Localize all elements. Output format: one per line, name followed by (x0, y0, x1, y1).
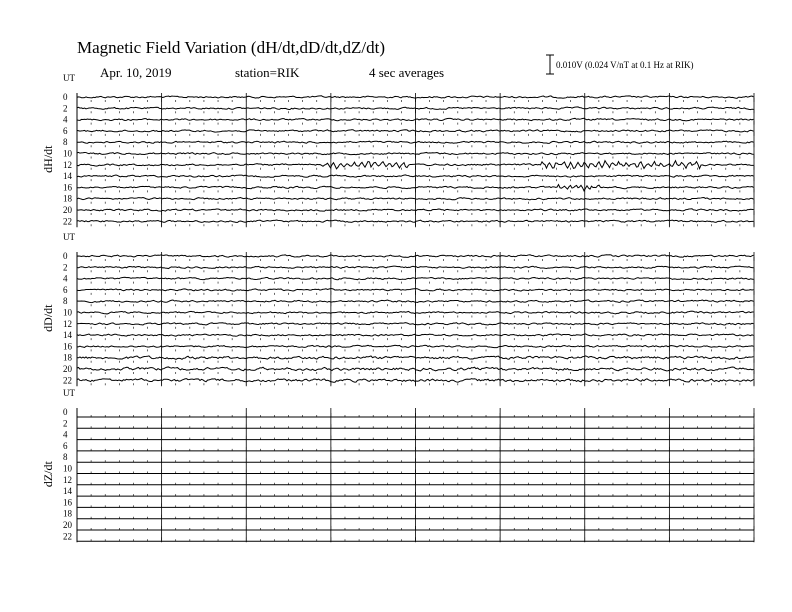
date-label: Apr. 10, 2019 (100, 65, 172, 80)
row-label: 14 (63, 171, 72, 182)
row-label: 0 (63, 407, 68, 417)
row-label: 16 (63, 497, 72, 508)
row-label: 10 (63, 148, 72, 159)
row-label: 6 (63, 284, 68, 295)
row-label: 16 (63, 182, 72, 193)
row-label: 18 (63, 508, 72, 519)
row-label: 10 (63, 463, 72, 474)
row-label: 8 (63, 452, 68, 463)
row-label: 20 (63, 205, 72, 215)
row-label: 2 (63, 103, 68, 114)
row-label: 14 (63, 330, 72, 341)
scale-note: 0.010V (0.024 V/nT at 0.1 Hz at RIK) (556, 60, 694, 70)
row-label: 10 (63, 307, 72, 318)
row-label: 22 (63, 216, 72, 227)
row-label: 0 (63, 92, 68, 102)
row-label: 14 (63, 486, 72, 497)
row-label: 4 (63, 114, 68, 125)
station-label: station=RIK (235, 65, 300, 80)
axis-label: dD/dt (41, 304, 55, 332)
row-label: 0 (63, 251, 68, 261)
page-title: Magnetic Field Variation (dH/dt,dD/dt,dZ/dt) (77, 38, 386, 57)
row-label: 12 (63, 159, 72, 170)
row-label: 4 (63, 429, 68, 440)
row-label: 12 (63, 318, 72, 329)
row-label: 20 (63, 364, 72, 374)
panel-dD-dt (41, 232, 754, 386)
row-label: 22 (63, 375, 72, 386)
row-label: 8 (63, 137, 68, 148)
row-label: 16 (63, 341, 72, 352)
row-label: 2 (63, 418, 68, 429)
ut-label: UT (63, 232, 75, 242)
scale-bar-icon (546, 55, 554, 74)
row-label: 22 (63, 531, 72, 542)
ut-label: UT (63, 388, 75, 398)
averaging-label: 4 sec averages (369, 65, 445, 80)
axis-label: dH/dt (41, 145, 55, 173)
row-label: 6 (63, 125, 68, 136)
row-label: 8 (63, 296, 68, 307)
row-label: 12 (63, 474, 72, 485)
row-label: 6 (63, 440, 68, 451)
row-label: 4 (63, 273, 68, 284)
panel-dH-dt (41, 73, 754, 227)
ut-label: UT (63, 73, 75, 83)
row-label: 20 (63, 520, 72, 530)
row-label: 18 (63, 193, 72, 204)
row-label: 18 (63, 352, 72, 363)
row-label: 2 (63, 262, 68, 273)
panel-dZ-dt (41, 388, 754, 542)
axis-label: dZ/dt (41, 461, 55, 488)
